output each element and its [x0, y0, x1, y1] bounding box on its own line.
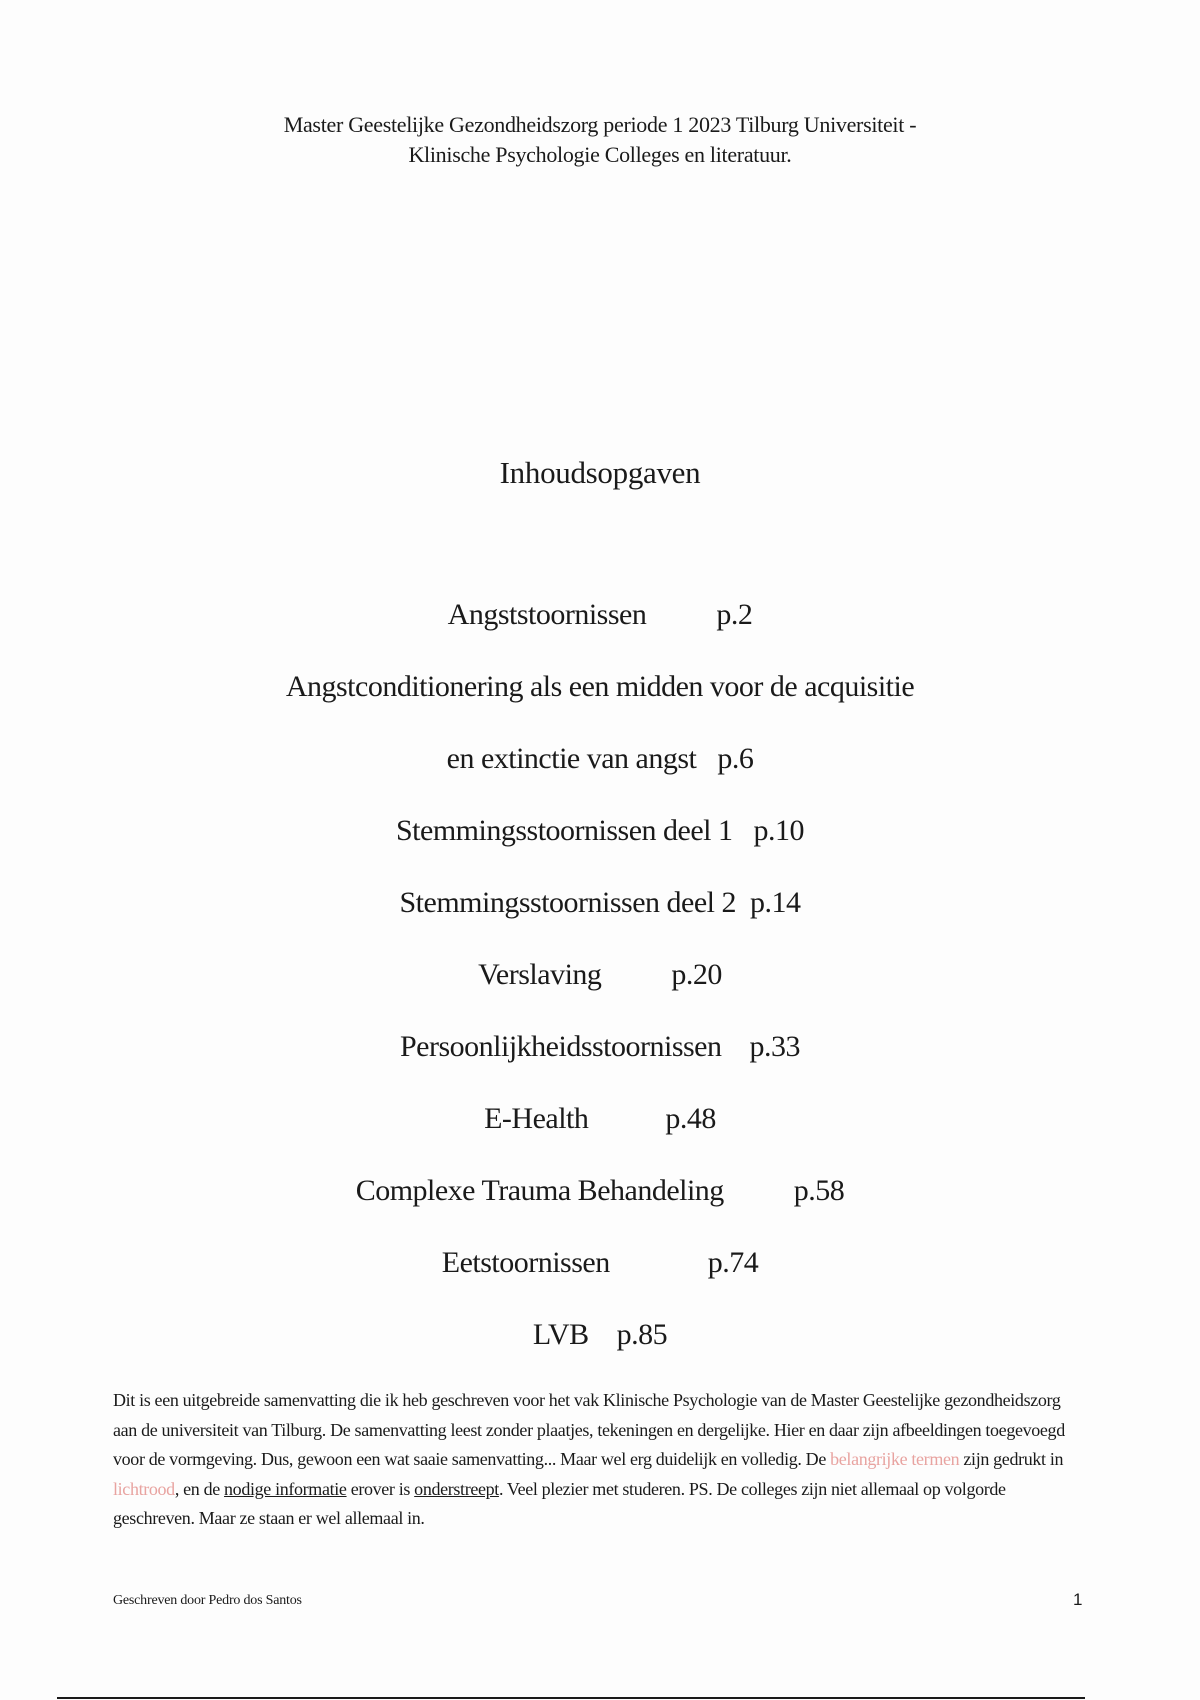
intro-text-part-1: Dit is een uitgebreide samenvatting die ik heb geschreven voor het vak Klinische Psychologie van de Master Geestelijke gezondheidszorg aan de universiteit van Tilburg. De samenvatting leest zonder plaatjes, tekeningen en dergelijke. Hier en daar zijn afbeeldingen toegevoegd voor de vormgeving. Dus, gewoon een wat saaie samenvatting... Maar wel erg duidelijk en volledig. De	[113, 1390, 1065, 1469]
toc-entry-stemmingsstoornissen-2: Stemmingsstoornissen deel 2 p.14	[399, 886, 801, 919]
header-line-2: Klinische Psychologie Colleges en literatuur.	[408, 142, 792, 167]
bottom-divider	[57, 1697, 1085, 1699]
toc-entry-angstconditionering-line-1: Angstconditionering als een midden voor de acquisitie	[285, 670, 915, 703]
intro-text-part-3: , en de	[174, 1478, 225, 1499]
toc-entry-e-health: E-Health p.48	[484, 1102, 716, 1135]
intro-text-part-4: erover is	[346, 1478, 415, 1499]
intro-text-part-5: . Veel plezier met studeren. PS. De colleges zijn niet allemaal op volgorde geschreven. Maar ze staan er wel allemaal in.	[113, 1478, 1006, 1528]
underline-onderstreept: onderstreept	[414, 1478, 499, 1499]
toc-entry-angstconditionering-line-2: en extinctie van angst p.6	[446, 742, 754, 775]
header-line-1: Master Geestelijke Gezondheidszorg periode 1 2023 Tilburg Universiteit -	[283, 112, 917, 137]
page-number: 1	[1073, 1590, 1083, 1609]
toc-entry-angststoornissen: Angststoornissen p.2	[447, 598, 753, 631]
toc-entry-lvb: LVB p.85	[532, 1318, 668, 1351]
toc-entry-verslaving: Verslaving p.20	[478, 958, 722, 991]
document-header	[0, 110, 1200, 170]
highlight-belangrijke-termen: belangrijke termen	[830, 1449, 960, 1469]
toc-title: Inhoudsopgaven	[499, 455, 701, 490]
toc-entry-persoonlijkheidsstoornissen: Persoonlijkheidsstoornissen p.33	[400, 1030, 800, 1063]
highlight-lichtrood: lichtrood	[113, 1478, 175, 1499]
underline-nodige-informatie: nodige informatie	[224, 1478, 347, 1499]
toc-entry-stemmingsstoornissen-1: Stemmingsstoornissen deel 1 p.10	[396, 814, 804, 847]
intro-paragraph	[113, 1386, 1088, 1534]
footer-author: Geschreven door Pedro dos Santos	[113, 1593, 302, 1608]
intro-text-part-2: zijn gedrukt in	[959, 1449, 1064, 1469]
toc-entry-complexe-trauma: Complexe Trauma Behandeling p.58	[355, 1174, 845, 1207]
toc-entry-eetstoornissen: Eetstoornissen p.74	[441, 1246, 759, 1279]
